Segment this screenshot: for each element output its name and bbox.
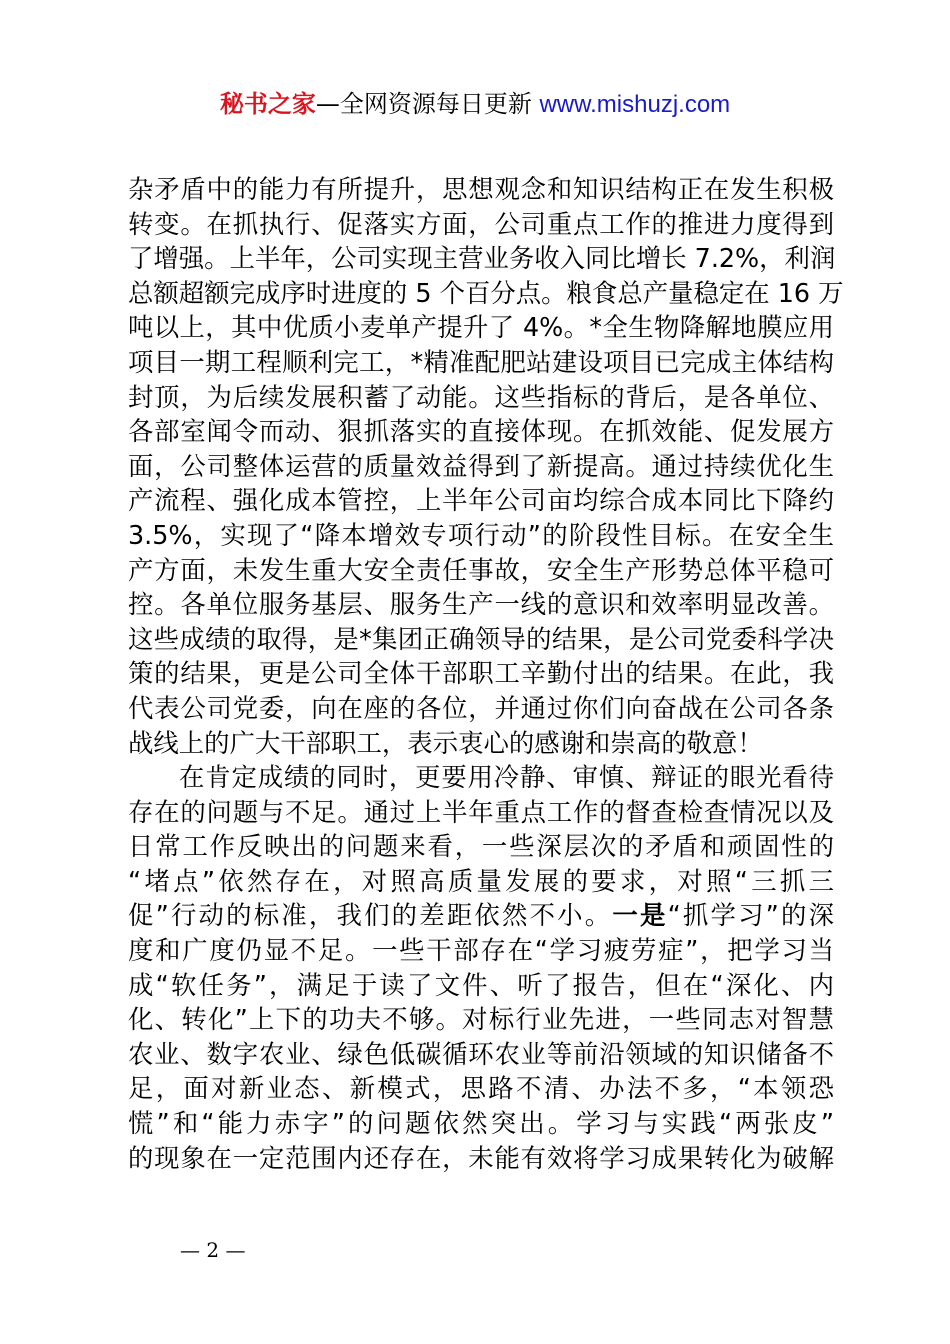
text-line: 了增强。上半年，公司实现主营业务收入同比增长 7.2%，利润 bbox=[128, 243, 836, 274]
text-line: 控。各单位服务基层、服务生产一线的意识和效率明显改善。 bbox=[128, 589, 834, 620]
text-line: 的现象在一定范围内还存在，未能有效将学习成果转化为破解 bbox=[128, 1142, 834, 1173]
page-number: — 2 — bbox=[180, 1238, 246, 1262]
text-line: 日常工作反映出的问题来看，一些深层次的矛盾和顽固性的 bbox=[128, 831, 834, 862]
page-header bbox=[0, 88, 950, 121]
text-line: 产流程、强化成本管控，上半年公司亩均综合成本同比下降约 bbox=[128, 485, 834, 516]
text-line-with-emphasis bbox=[128, 898, 834, 933]
text-line: 吨以上，其中优质小麦单产提升了 4%。*全生物降解地膜应用 bbox=[128, 312, 834, 343]
website-link[interactable]: www.mishuzj.com bbox=[539, 91, 731, 118]
text-segment: 促”行动的标准，我们的差距依然不小。 bbox=[128, 900, 613, 931]
text-line: 3.5%，实现了“降本增效专项行动”的阶段性目标。在安全生 bbox=[128, 519, 834, 550]
text-line: 慌”和“能力赤字”的问题依然突出。学习与实践“两张皮” bbox=[128, 1108, 834, 1139]
text-line: 成“软任务”，满足于读了文件、听了报告，但在“深化、内 bbox=[128, 969, 834, 1000]
text-line: 封顶，为后续发展积蓄了动能。这些指标的背后，是各单位、 bbox=[128, 381, 834, 412]
text-line: 农业、数字农业、绿色低碳循环农业等前沿领域的知识储备不 bbox=[128, 1038, 834, 1069]
paragraph-2 bbox=[128, 760, 834, 1175]
text-line: 转变。在抓执行、促落实方面，公司重点工作的推进力度得到 bbox=[128, 208, 834, 239]
header-slogan: —全网资源每日更新 bbox=[315, 90, 540, 118]
text-line: 代表公司党委，向在座的各位，并通过你们向奋战在公司各条 bbox=[128, 692, 834, 723]
text-segment: “抓学习”的深 bbox=[667, 900, 835, 931]
paragraph-1 bbox=[128, 172, 844, 760]
text-line: 总额超额完成序时进度的 5 个百分点。粮食总产量稳定在 16 万 bbox=[128, 277, 844, 308]
text-line: 策的结果，更是公司全体干部职工辛勤付出的结果。在此，我 bbox=[128, 658, 834, 689]
document-body bbox=[128, 172, 844, 1175]
text-line: 足，面对新业态、新模式，思路不清、办法不多，“本领恐 bbox=[128, 1073, 834, 1104]
text-line: 这些成绩的取得，是*集团正确领导的结果，是公司党委科学决 bbox=[128, 623, 834, 654]
text-line: 存在的问题与不足。通过上半年重点工作的督查检查情况以及 bbox=[128, 796, 834, 827]
emphasis-label: 一是 bbox=[612, 900, 668, 931]
text-line: 度和广度仍显不足。一些干部存在“学习疲劳症”，把学习当 bbox=[128, 935, 834, 966]
text-line: 在肯定成绩的同时，更要用冷静、审慎、辩证的眼光看待 bbox=[179, 762, 834, 793]
text-line: “堵点”依然存在，对照高质量发展的要求，对照“三抓三 bbox=[128, 865, 834, 896]
text-line: 面，公司整体运营的质量效益得到了新提高。通过持续优化生 bbox=[128, 450, 834, 481]
text-line: 项目一期工程顺利完工，*精准配肥站建设项目已完成主体结构 bbox=[128, 346, 834, 377]
text-line: 化、转化”上下的功夫不够。对标行业先进，一些同志对智慧 bbox=[128, 1004, 834, 1035]
brand-name: 秘书之家 bbox=[219, 90, 316, 118]
text-line: 各部室闻令而动、狠抓落实的直接体现。在抓效能、促发展方 bbox=[128, 416, 834, 447]
text-line: 战线上的广大干部职工，表示衷心的感谢和崇高的敬意！ bbox=[128, 727, 763, 758]
text-line: 杂矛盾中的能力有所提升，思想观念和知识结构正在发生积极 bbox=[128, 174, 834, 204]
text-line: 产方面，未发生重大安全责任事故，安全生产形势总体平稳可 bbox=[128, 554, 834, 585]
